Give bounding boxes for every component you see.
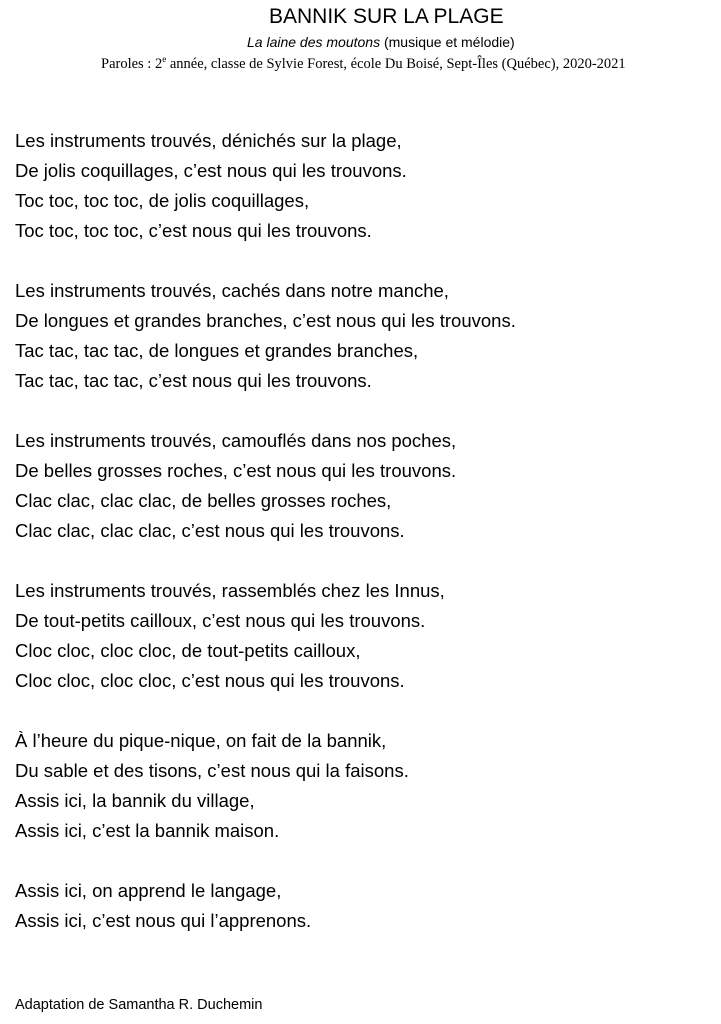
stanza [15,876,715,936]
lyric-line: De tout-petits cailloux, c’est nous qui les trouvons. [15,610,426,631]
lyric-line: Assis ici, c’est la bannik maison. [15,820,280,841]
lyric-line: Assis ici, la bannik du village, [15,790,255,811]
stanza [15,126,715,246]
lyric-line: Les instruments trouvés, rassemblés chez les Innus, [15,580,445,601]
lyric-line: Du sable et des tisons, c’est nous qui la faisons. [15,760,409,781]
lyric-line: Cloc cloc, cloc cloc, de tout-petits cailloux, [15,640,361,661]
lyric-line: Les instruments trouvés, cachés dans notre manche, [15,280,449,301]
lyric-line: Toc toc, toc toc, c’est nous qui les trouvons. [15,220,372,241]
lyric-line: Les instruments trouvés, dénichés sur la plage, [15,130,402,151]
lyric-line: Tac tac, tac tac, de longues et grandes branches, [15,340,419,361]
melody-note: (musique et mélodie) [380,34,515,50]
lyric-line: Assis ici, c’est nous qui l’apprenons. [15,910,312,931]
stanza [15,576,715,696]
lyric-line: Tac tac, tac tac, c’est nous qui les trouvons. [15,370,372,391]
lyrics-credit-end: année, classe de Sylvie Forest, école Du Boisé, Sept-Îles (Québec), 2020-2021 [166,56,626,72]
lyric-line: Clac clac, clac clac, de belles grosses roches, [15,490,392,511]
stanza [15,426,715,546]
music-credit [247,34,515,51]
lyric-line: Clac clac, clac clac, c’est nous qui les trouvons. [15,520,405,541]
lyric-line: De belles grosses roches, c’est nous qui les trouvons. [15,460,457,481]
ordinal-suffix: e [162,54,167,65]
lyric-line: De longues et grandes branches, c’est nous qui les trouvons. [15,310,516,331]
lyrics-credit [101,55,626,73]
lyrics-credit-start: Paroles : 2 [101,56,163,72]
lyric-line: De jolis coquillages, c’est nous qui les trouvons. [15,160,407,181]
lyrics-body [15,126,715,966]
stanza [15,726,715,846]
lyric-line: Assis ici, on apprend le langage, [15,880,282,901]
lyric-line: À l’heure du pique-nique, on fait de la bannik, [15,730,387,751]
stanza [15,276,715,396]
lyric-line: Cloc cloc, cloc cloc, c’est nous qui les trouvons. [15,670,405,691]
lyric-line: Les instruments trouvés, camouflés dans nos poches, [15,430,457,451]
adaptation-credit: Adaptation de Samantha R. Duchemin [15,997,263,1013]
melody-work-title: La laine des moutons [247,34,381,50]
page-title: BANNIK SUR LA PLAGE [269,5,504,28]
lyric-line: Toc toc, toc toc, de jolis coquillages, [15,190,310,211]
